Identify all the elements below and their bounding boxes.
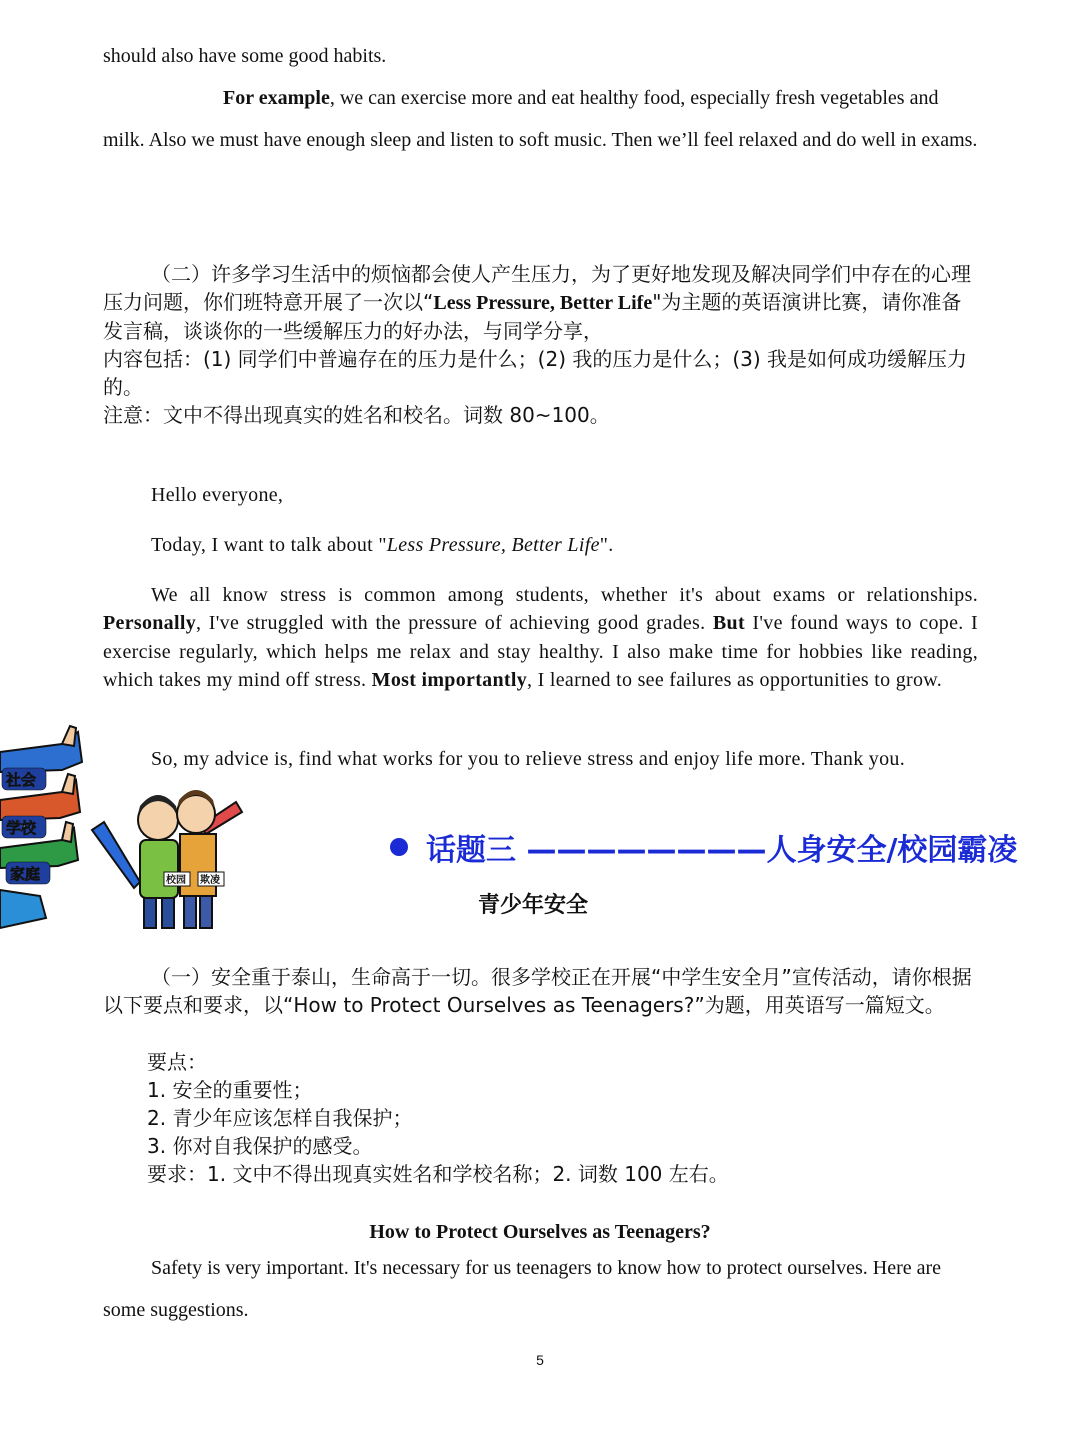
text-run: ". — [599, 534, 614, 556]
italic-phrase: Less Pressure, Better Life — [386, 534, 600, 556]
speech-intro — [103, 531, 978, 559]
topic-heading — [390, 828, 1018, 874]
bold-phrase: Personally — [103, 612, 196, 635]
task-prompt: （一）安全重于泰山，生命高于一切。很多学校正在开展“中学生安全月”宣传活动，请你根据以下要点和要求，以“How to Protect Ourselves as Teenagers?”为题，用英语写一篇短文。 — [103, 965, 972, 1017]
bullying-cartoon-illustration — [0, 722, 250, 937]
label-family: 家庭 — [10, 865, 41, 883]
text-run: （二）许多学习生活中的烦恼都会使人产生压力，为了更好地发现及解决同学们中存在的心理压力问题，你们班特意开展了一次以“ — [103, 262, 971, 314]
bully-figure — [138, 795, 178, 928]
text-run: Today, I want to talk about " — [151, 534, 387, 556]
label-society: 社会 — [6, 771, 37, 789]
bullet-dot-icon — [390, 838, 408, 856]
topic-heading-text: 话题三 ————————人身安全/校园霸凌 — [426, 833, 1018, 868]
text-run: , I learned to see failures as opportunities to grow. — [527, 668, 943, 691]
label-campus: 校园 — [166, 875, 186, 886]
point-item: 3. 你对自我保护的感受。 — [147, 1134, 373, 1158]
essay-title: How to Protect Ourselves as Teenagers? — [369, 1221, 711, 1243]
requirements: 要求：1. 文中不得出现真实姓名和学校名称；2. 词数 100 左右。 — [147, 1162, 729, 1186]
speech-greeting: Hello everyone, — [151, 484, 284, 506]
bold-phrase: But — [712, 612, 745, 635]
essay-line: should also have some good habits. — [103, 45, 387, 67]
bold-phrase: Most importantly — [371, 668, 527, 691]
page-number: 5 — [536, 1352, 544, 1368]
task-prompt — [103, 260, 978, 345]
label-school: 学校 — [6, 819, 37, 837]
essay-paragraph — [103, 77, 978, 161]
text-run: "为主题的英语演讲比赛，请你准备发言稿，谈谈你的一些缓解压力的好办法，与同学分享， — [103, 290, 962, 343]
bold-phrase: For example — [223, 87, 330, 109]
text-run: We all know stress is common among students, whether it's about exams or relationships. — [151, 584, 978, 606]
text-run: I've found ways to cope. I exercise regularly, which helps me relax and stay healthy. I also make time for hobbies like reading, which takes my mind off stress. — [103, 612, 978, 691]
topic-subtitle: 青少年安全 — [478, 893, 589, 918]
speech-closing: So, my advice is, find what works for you to relieve stress and enjoy life more. Thank you. — [151, 748, 905, 770]
task-note: 注意：文中不得出现真实的姓名和校名。词数 80~100。 — [103, 403, 610, 427]
point-item: 2. 青少年应该怎样自我保护； — [147, 1106, 413, 1130]
text-run: , I've struggled with the pressure of achieving good grades. — [196, 612, 713, 635]
task-content: 内容包括：(1) 同学们中普遍存在的压力是什么；(2) 我的压力是什么；(3) 我是如何成功缓解压力的。 — [103, 347, 968, 399]
bat-icon — [92, 822, 140, 888]
speech-paragraph — [103, 581, 978, 694]
points-label: 要点： — [147, 1050, 207, 1074]
point-item: 1. 安全的重要性； — [147, 1078, 313, 1102]
bully-figure — [177, 790, 216, 928]
bold-phrase: Less Pressure, Better Life — [433, 292, 653, 314]
essay-paragraph: Safety is very important. It's necessary for us teenagers to know how to protect ourselves. Here are some suggestions. — [103, 1257, 942, 1321]
text-run: , we can exercise more and eat healthy food, especially fresh vegetables and milk. Also we must have enough sleep and listen to soft music. Then we’ll feel relaxed and do well in exams. — [103, 87, 978, 151]
label-bullying: 欺凌 — [200, 875, 220, 886]
